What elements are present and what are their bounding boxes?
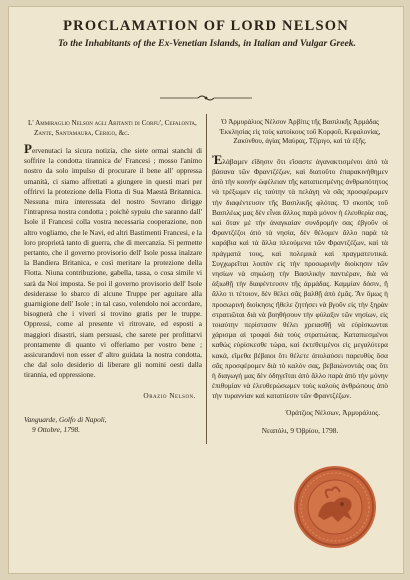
- greek-body: Ἐλάβαμεν εἴδησιν ὅτι εἴσαστε ἀγανακτισμένοι ἀπὸ τὰ βάσανα τῶν Φραντζέζων, καὶ διατοῦτο ἐπαρακινήθημεν ἀπὸ τὴν κοινὴν ὠφέλειαν τῆς καταπιεσμένης ἀνθρωπότητος νὰ τρέξωμεν εἰς ταύτην τὰ πελάγη νὰ σᾶς προσφέρωμεν τὴν διαφέντευσιν τῆς Βασιλικῆς φλότας. Ὁ σκοπὸς τοῦ Βασιλέως μας δὲν εἶναι ἄλλος παρὰ μόνον ἡ ἐλευθερία σας, καὶ ὅταν μὲ τὴν ἀναγκαίαν συνδρομήν σας ἐβγοῦν οἱ Φραντζέζοι ἀπὸ τὰ νησία, δὲν θέλομεν ἄλλο παρὰ τὰ καράβια καὶ τὰ ἄλλα πλεούμενα τῶν Φραντζέζων, καὶ τὰ πράγματά τους, καὶ πολεμικὰ καὶ πραγματευτικά. Συγχωρεῖται λοιπὸν εἰς τὴν προσωρινὴν διοίκησιν τῶν νησίων νὰ σηκώσῃ τὴν Βασιλικὴν παντιέραν, διὰ νὰ ἀξιωθῇ τὴν διαφέντευσιν τῆς ἀρμάδας. Καμμίαν δόσιν, ἢ ἄλλο τι τέτοιον, δὲν θέλει σᾶς βαλθῇ ἀπὸ ἐμᾶς. Ἂν ὅμως ἡ προσωρινὴ διοίκησις ἤθελε ζητήσει νὰ βγοῦν εἰς τὴν ξηρὰν στρατιῶται διὰ νὰ βοηθήσουν τὴν φύλαξιν τῶν νησίων, εἰς τοιαύτην περίστασιν θέλει χρειασθῇ νὰ εὑρίσκωνται χάρισμα αἱ τροφαὶ διὰ τοὺς στρατιώτας. Καταπιεσμένοι καθὼς εὑρίσκεσθε τώρα, καὶ ἐκτεθειμένοι εἰς μεγαλύτερα κακά, εἴμεθα βέβαιοι ὅτι θέλετε ἀπολαύσει παρευθὺς ὅσα σᾶς προσφέρομεν διὰ τὸ καλόν σας, βεβαιώνοντάς σας ὅτι ἡ διαγωγή μας δὲν ὁδηγεῖται ἀπὸ ἄλλο παρὰ ἀπὸ τὴν μόνην ἐπιθυμίαν νὰ ἐλευθερώσωμεν τοὺς καλοὺς ἀνθρώπους ἀπὸ τὴν τυραννίαν καὶ καταπίεσιν τῶν Φραντζέζων.: [212, 151, 388, 401]
- column-divider: [206, 114, 207, 444]
- italian-signature: Orazio Nelson.: [143, 390, 196, 400]
- italian-date: 9 Ottobre, 1798.: [32, 424, 80, 434]
- italian-place: [24, 415, 202, 435]
- lion-of-saint-mark-seal-icon: [292, 464, 378, 550]
- ornament-divider-icon: [158, 94, 254, 102]
- proclamation-sheet: [8, 6, 404, 574]
- italian-column: [24, 118, 202, 435]
- greek-column: [212, 118, 388, 436]
- document-title: PROCLAMATION OF LORD NELSON: [63, 18, 349, 34]
- greek-heading: Ὁ Ἀρμυράλιος Νέλσον Ἀρβίτις τῆς Βασιλικῆς Ἀρμάδας Ἐκκλησίας εἰς τοὺς κατοίκους τοῦ Κορφοῦ, Κεφαλονίας, Ζακύνθου, ἁγίας Μαύρας, Τζίριγο, καὶ τὰ ἑξῆς.: [219, 118, 381, 146]
- italian-body: Pervenutaci la sicura notizia, che siete ormai stanchi di soffrire la condotta tirannica de' Francesi ; mosso l'animo nostro da solo impulso di procurare il bene all' oppressa umanità, ci siamo affrettati a giungere in questi mari per offrirvi la protezione della Flotta di Sua Maestà Britannica. Nessuna mira interessata del nostro Sovrano dirigge l'intrapresa nostra condotta ; poichè sypuiu che saranno dall' Isole il Francesi colla vostra necessaria cooperazione, non altro vogliamo, che le Navi, ed altri Bastimenti Francesi, e la loro proprietà tanto di guerra, che di mercanzia. Si permette pertanto, che il governo provisorio dell' Isole possa inalzare la Bandiera Britanica, e così meritare la protezione della Flotta. Niuna contribuzione, gabella, tassa, o cosa simile vi sarà da Noi imposta. Se poi il governo provisorio dell' Isole desiderasse lo sbarco di alcune Truppe per aguitare alla guarnigione dell' Isole ; in tal caso, volendolo noi accordare, bisognerà che i viveri si trovino gratis per le truppe. Oppressi, come al presente vi ritrovate, ed esposti a maggiori disastri, siam persuasi, che sarete per profittarvi prontamente di quanto vi offeriamo per vostro bene ; assicurandovi non esser d' altro guidata la nostra condotta, che dal solo desiderio di liberare gli nomini oesti dalla tirannia, ed oppressione.: [24, 141, 202, 380]
- italian-place-line: Vanguarde, Golfo di Napoli,: [24, 414, 107, 424]
- document-subtitle: To the Inhabitants of the Ex-Venetian Islands, in Italian and Vulgar Greek.: [58, 38, 356, 49]
- greek-signature: Ὁράτζιος Νέλσων, Ἀρμυράλιος.: [285, 407, 380, 417]
- italian-heading: L' Ammiraglio Nelson agli Abitanti di Corfu', Cefalonta, Zante, Santamaura, Cerigo, &c.: [28, 119, 197, 137]
- greek-date: Νεαπόλι, 9 Ὀβρίου, 1798.: [261, 425, 339, 435]
